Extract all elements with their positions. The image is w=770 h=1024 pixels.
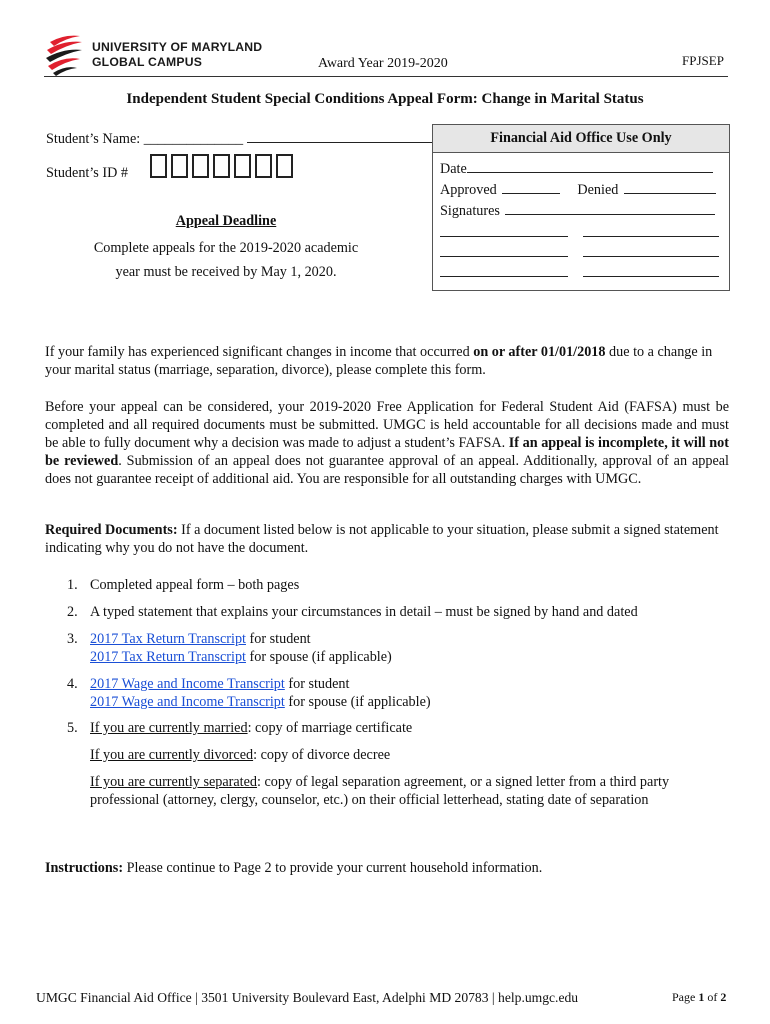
p2-incomplete-warning: If an appeal is incomplete, it will not be reviewed	[45, 435, 729, 469]
p1-text-a: If your family has experienced significant changes in income that occurred	[45, 344, 474, 360]
student-name-label: Student’s Name: ______________	[46, 131, 244, 147]
office-date-line[interactable]	[467, 160, 713, 173]
appeal-deadline-text	[46, 236, 406, 284]
header-divider	[44, 76, 728, 77]
office-signatures-row[interactable]	[440, 202, 715, 220]
page-of: of	[704, 990, 721, 1004]
page-prefix: Page	[672, 990, 699, 1004]
logo-wordmark	[92, 40, 262, 70]
intro-paragraph-2	[45, 398, 729, 488]
divorced-requirement: : copy of divorce decree	[253, 747, 391, 763]
divorced-condition: If you are currently divorced	[90, 747, 254, 763]
list-number: 3.	[67, 631, 78, 647]
married-requirement: : copy of marriage certificate	[247, 720, 413, 736]
instructions	[45, 860, 542, 877]
award-year: Award Year 2019-2020	[318, 56, 448, 71]
p1-text-b: due to a change in your marital status (marriage, separation, divorce), please complete this form.	[45, 344, 713, 378]
list-item-text	[90, 630, 720, 666]
list-item-text: A typed statement that explains your circumstances in detail – must be signed by hand and dated	[90, 604, 638, 620]
wage-income-transcript-link[interactable]: 2017 Wage and Income Transcript	[90, 676, 285, 692]
id-digit-box[interactable]	[171, 154, 188, 178]
deadline-line-2: year must be received by May 1, 2020.	[115, 264, 337, 280]
student-id-boxes[interactable]	[150, 154, 297, 178]
id-digit-box[interactable]	[213, 154, 230, 178]
p2-text-a: Before your appeal can be considered, your 2019-2020 Free Application for Federal Student Aid (FAFSA) must be completed and all required documents must be submitted. UMGC is held accountable for all decisions made and must be able to fully document why a decision was made to adjust a student’s FAFSA.	[45, 399, 729, 451]
office-denied-label: Denied	[577, 182, 619, 198]
list-number: 2.	[67, 604, 78, 620]
office-signature-line[interactable]	[583, 276, 719, 277]
id-digit-box[interactable]	[255, 154, 272, 178]
p1-date-emphasis: on or after 01/01/2018	[473, 344, 606, 360]
umgc-logo	[44, 32, 284, 78]
intro-paragraph-1	[45, 343, 729, 379]
separated-condition: If you are currently separated	[90, 774, 258, 790]
instructions-label: Instructions:	[45, 860, 124, 876]
office-approved-row[interactable]	[440, 181, 716, 199]
required-documents-text: If a document listed below is not applicable to your situation, please submit a signed statement indicating why you do not have the document.	[45, 522, 719, 556]
p2-text-b: . Submission of an appeal does not guarantee approval of an appeal. Additionally, approval of an appeal does not guarantee receipt of additional aid. You are responsible for all outstanding charges with UMGC.	[45, 453, 729, 487]
link-suffix: for student	[284, 676, 350, 692]
tax-return-transcript-spouse-link[interactable]: 2017 Tax Return Transcript	[90, 649, 246, 665]
office-signature-line[interactable]	[440, 236, 568, 237]
logo-line-2: GLOBAL CAMPUS	[92, 55, 203, 69]
link-suffix: for spouse (if applicable)	[246, 649, 392, 665]
office-signature-line[interactable]	[583, 256, 719, 257]
form-code: FPJSEP	[682, 53, 724, 68]
instructions-text: Please continue to Page 2 to provide your current household information.	[123, 860, 543, 876]
id-digit-box[interactable]	[234, 154, 251, 178]
list-number: 4.	[67, 676, 78, 692]
form-title: Independent Student Special Conditions Appeal Form: Change in Marital Status	[126, 91, 644, 107]
office-approved-label: Approved	[440, 182, 497, 198]
logo-line-1: UNIVERSITY OF MARYLAND	[92, 40, 263, 54]
id-digit-box[interactable]	[150, 154, 167, 178]
student-id-label: Student’s ID #	[46, 165, 128, 181]
page-number	[672, 990, 726, 1005]
id-digit-box[interactable]	[276, 154, 293, 178]
tax-return-transcript-link[interactable]: 2017 Tax Return Transcript	[90, 631, 246, 647]
link-suffix: for spouse (if applicable)	[284, 694, 431, 710]
office-signature-line[interactable]	[583, 236, 719, 237]
link-suffix: for student	[246, 631, 311, 647]
footer-contact: UMGC Financial Aid Office | 3501 University Boulevard East, Adelphi MD 20783 | help.umgc.edu	[36, 990, 579, 1005]
list-number: 1.	[67, 577, 78, 593]
office-signature-line[interactable]	[440, 256, 568, 257]
list-item-text: Completed appeal form – both pages	[90, 577, 300, 593]
umgc-swoosh-icon	[44, 32, 84, 76]
office-signatures-label: Signatures	[440, 203, 500, 219]
deadline-line-1: Complete appeals for the 2019-2020 academic	[93, 240, 359, 256]
page-total: 2	[720, 990, 727, 1004]
required-documents-label: Required Documents:	[45, 522, 178, 538]
list-item-text	[90, 719, 720, 809]
office-date-row[interactable]	[440, 160, 713, 178]
office-date-label: Date	[440, 161, 467, 177]
office-signature-line[interactable]	[505, 202, 715, 215]
required-documents-paragraph	[45, 521, 729, 557]
list-item-text	[90, 675, 720, 711]
office-use-box	[432, 124, 730, 291]
id-digit-box[interactable]	[192, 154, 209, 178]
office-denied-line[interactable]	[624, 181, 716, 194]
page-current: 1	[698, 990, 705, 1004]
wage-income-transcript-spouse-link[interactable]: 2017 Wage and Income Transcript	[90, 694, 285, 710]
list-number: 5.	[67, 720, 78, 736]
married-condition: If you are currently married	[90, 720, 248, 736]
separated-requirement: : copy of legal separation agreement, or a signed letter from a third party professional (attorney, clergy, counselor, etc.) on their official letterhead, stating date of separation	[90, 774, 670, 808]
office-use-heading: Financial Aid Office Use Only	[433, 125, 729, 153]
appeal-deadline-heading: Appeal Deadline	[175, 213, 277, 229]
office-signature-line[interactable]	[440, 276, 568, 277]
office-approved-line[interactable]	[502, 181, 560, 194]
